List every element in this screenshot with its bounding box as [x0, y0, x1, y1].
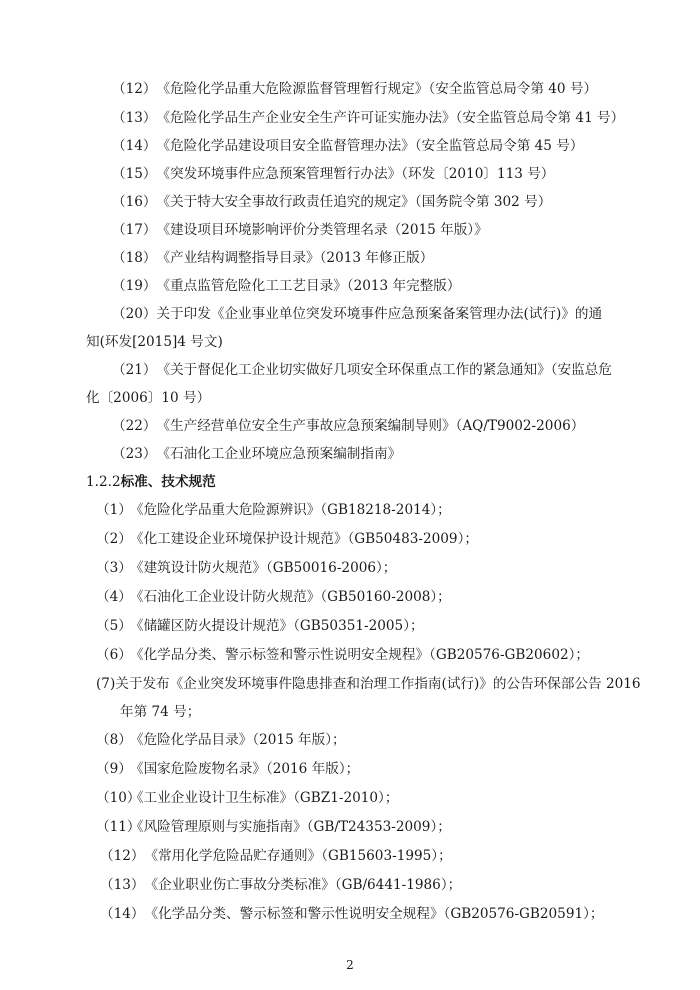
standard-item-continuation: 年第 74 号； [120, 704, 201, 720]
section-title: 标准、技术规范 [120, 474, 216, 490]
law-item [112, 165, 554, 183]
item-text: 《危险化学品建设项目安全监督管理办法》（安全监管总局令第 45 号） [156, 138, 584, 154]
standard-item [96, 789, 398, 807]
item-text: 关于发布《企业突发环境事件隐患排查和治理工作指南(试行)》的公告环保部公告 2016 [115, 676, 641, 692]
item-number: （20） [112, 306, 157, 322]
section-heading [86, 473, 216, 491]
item-number: （10） [96, 790, 141, 806]
item-text: 《风险管理原则与实施指南》（GB/T24353-2009）； [130, 819, 451, 835]
item-number: （8） [96, 732, 132, 748]
standard-item [96, 818, 451, 836]
item-text: 《化学品分类、警示标签和警示性说明安全规程》（GB20576-GB20602）； [130, 647, 590, 663]
item-text: 《危险化学品重大危险源监督管理暂行规定》（安全监管总局令第 40 号） [156, 81, 598, 97]
section-number: 1.2.2 [86, 474, 121, 490]
law-item [112, 305, 602, 323]
item-number: （5） [96, 618, 132, 634]
item-number: （21） [112, 362, 157, 378]
item-text: 《关于特大安全事故行政责任追究的规定》（国务院令第 302 号） [156, 194, 552, 210]
law-item [112, 221, 488, 239]
item-text: 《企业职业伤亡事故分类标准》（GB/6441-1986）； [144, 877, 462, 893]
law-item-continuation: 知(环发[2015]4 号文) [86, 334, 223, 350]
item-number: （13） [100, 877, 145, 893]
item-number: （1） [96, 502, 132, 518]
item-number: （13） [112, 110, 157, 126]
item-text: 《重点监管危险化工工艺目录》（2013 年完整版） [156, 278, 461, 294]
standard-item [96, 760, 359, 778]
item-number: （4） [96, 589, 132, 605]
item-number: （15） [112, 166, 157, 182]
item-number: （9） [96, 761, 132, 777]
standard-item [96, 617, 424, 635]
item-number: （12） [112, 81, 157, 97]
standard-item [96, 675, 641, 693]
item-text: 《储罐区防火提设计规范》（GB50351-2005）； [130, 618, 424, 634]
law-item [112, 249, 433, 267]
item-text: 《关于督促化工企业切实做好几项安全环保重点工作的紧急通知》（安监总危 [156, 362, 612, 378]
item-number: （3） [96, 560, 132, 576]
item-text: 《石油化工企业环境应急预案编制指南》 [156, 446, 402, 462]
standard-item [96, 588, 451, 606]
law-item [112, 193, 551, 211]
standard-item [96, 501, 451, 519]
item-text: 《突发环境事件应急预案管理暂行办法》（环发〔2010〕113 号） [156, 166, 555, 182]
standard-item [96, 731, 346, 749]
item-text: 《生产经营单位安全生产事故应急预案编制导则》（AQ/T9002-2006） [156, 418, 585, 434]
law-item [112, 445, 401, 463]
item-text: 《危险化学品生产企业安全生产许可证实施办法》（安全监管总局令第 41 号） [156, 110, 625, 126]
item-text: 《石油化工企业设计防火规范》（GB50160-2008）； [130, 589, 451, 605]
page-number: 2 [346, 958, 354, 972]
item-number: （14） [112, 138, 157, 154]
law-item [112, 109, 624, 127]
item-number: （22） [112, 418, 157, 434]
law-item [112, 417, 584, 435]
item-text: 《化工建设企业环境保护设计规范》（GB50483-2009）； [130, 531, 478, 547]
item-text: 《工业企业设计卫生标准》（GBZ1-2010）； [130, 790, 399, 806]
item-number: （19） [112, 278, 157, 294]
law-item [112, 80, 597, 98]
item-text: 《危险化学品重大危险源辨识》（GB18218-2014）； [130, 502, 451, 518]
item-number: （16） [112, 194, 157, 210]
law-item [112, 137, 583, 155]
item-text: 《危险化学品目录》（2015 年版）； [130, 732, 346, 748]
item-number: （12） [100, 848, 145, 864]
item-text: 《常用化学危险品贮存通则》（GB15603-1995）； [144, 848, 452, 864]
item-text: 《建设项目环境影响评价分类管理名录（2015 年版）》 [156, 222, 488, 238]
item-number: (7) [96, 676, 116, 692]
item-number: （6） [96, 647, 132, 663]
item-number: （18） [112, 250, 157, 266]
item-number: （11） [96, 819, 141, 835]
law-item [112, 361, 612, 379]
item-number: （14） [100, 906, 145, 922]
item-text: 关于印发《企业事业单位突发环境事件应急预案备案管理办法(试行)》的通 [156, 306, 603, 322]
law-item [112, 277, 461, 295]
item-number: （23） [112, 446, 157, 462]
item-number: （17） [112, 222, 157, 238]
item-text: 《产业结构调整指导目录》（2013 年修正版） [156, 250, 434, 266]
standard-item [100, 905, 604, 923]
item-text: 《化学品分类、警示标签和警示性说明安全规程》（GB20576-GB20591）； [144, 906, 604, 922]
item-text: 《国家危险废物名录》（2016 年版）； [130, 761, 360, 777]
standard-item [100, 876, 461, 894]
standard-item [96, 530, 478, 548]
item-text: 《建筑设计防火规范》（GB50016-2006）； [130, 560, 397, 576]
standard-item [100, 847, 452, 865]
law-item-continuation: 化〔2006〕10 号） [86, 390, 211, 406]
item-number: （2） [96, 531, 132, 547]
standard-item [96, 646, 589, 664]
standard-item [96, 559, 396, 577]
